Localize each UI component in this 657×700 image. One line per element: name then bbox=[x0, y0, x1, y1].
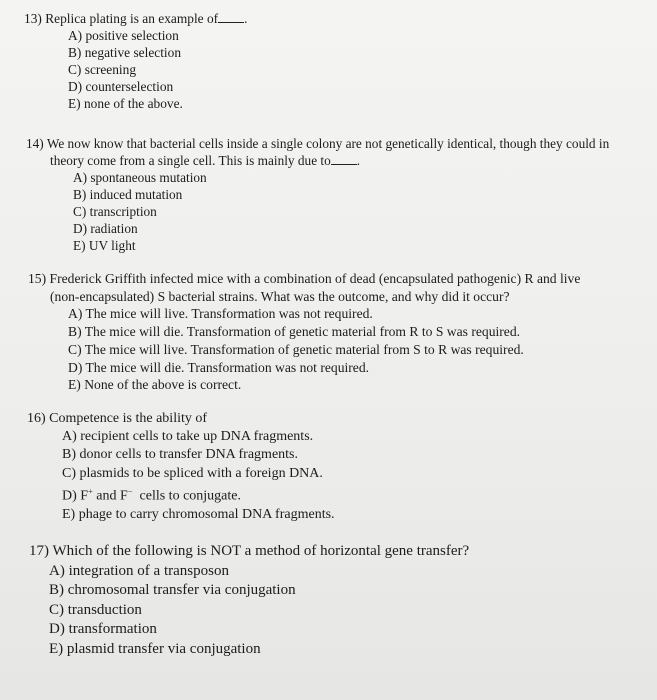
question-text: Competence is the ability of bbox=[49, 411, 208, 426]
option-d[interactable]: D) counterselection bbox=[68, 79, 174, 94]
option-e[interactable]: E) None of the above is correct. bbox=[68, 377, 242, 393]
stem-end: . bbox=[244, 11, 248, 26]
option-c[interactable]: C) plasmids to be spliced with a foreign DNA. bbox=[62, 465, 323, 481]
option-d[interactable]: D) The mice will die. Transformation was not required. bbox=[68, 359, 370, 375]
option-b[interactable]: B) chromosomal transfer via conjugation bbox=[49, 582, 296, 599]
question-15 bbox=[28, 270, 580, 394]
question-13-stem bbox=[24, 10, 248, 27]
option-c[interactable]: C) transduction bbox=[49, 601, 142, 618]
question-14-stem bbox=[26, 135, 609, 152]
option-a[interactable]: A) spontaneous mutation bbox=[73, 170, 207, 185]
plus-superscript: + bbox=[88, 486, 93, 496]
option-d-suffix: cells to conjugate. bbox=[132, 488, 241, 504]
option-c[interactable]: C) The mice will live. Transformation of genetic material from S to R was required. bbox=[68, 341, 524, 357]
question-14 bbox=[26, 135, 609, 254]
question-number: 14) bbox=[26, 136, 44, 151]
question-15-stem-cont bbox=[50, 288, 580, 306]
question-text-cont: theory come from a single cell. This is mainly due to bbox=[50, 153, 331, 168]
options-list bbox=[73, 169, 609, 254]
option-b[interactable]: B) induced mutation bbox=[73, 187, 183, 202]
option-b[interactable]: B) The mice will die. Transformation of genetic material from R to S was required. bbox=[68, 324, 521, 340]
question-15-stem bbox=[28, 270, 580, 288]
question-17 bbox=[29, 542, 469, 660]
question-17-stem bbox=[29, 542, 469, 562]
minus-superscript: − bbox=[127, 486, 133, 496]
option-d-mid: and F bbox=[92, 488, 128, 504]
option-a[interactable]: A) The mice will live. Transformation was not required. bbox=[68, 306, 373, 322]
option-e[interactable]: E) phage to carry chromosomal DNA fragments. bbox=[62, 506, 335, 522]
question-13 bbox=[24, 10, 248, 112]
option-e[interactable]: E) none of the above. bbox=[68, 96, 183, 111]
question-16-stem bbox=[27, 410, 335, 428]
option-a[interactable]: A) recipient cells to take up DNA fragments. bbox=[62, 429, 314, 445]
option-d-prefix: D) F bbox=[62, 488, 89, 504]
question-number: 13) bbox=[24, 11, 42, 26]
option-b[interactable]: B) donor cells to transfer DNA fragments. bbox=[62, 447, 298, 463]
question-text: Replica plating is an example of bbox=[45, 11, 219, 26]
option-d[interactable]: D) radiation bbox=[73, 221, 138, 236]
option-a[interactable]: A) positive selection bbox=[68, 28, 179, 43]
options-list bbox=[68, 305, 580, 394]
option-b[interactable]: B) negative selection bbox=[68, 45, 182, 60]
question-16 bbox=[27, 410, 335, 524]
options-list bbox=[68, 27, 248, 112]
option-d[interactable]: D) transformation bbox=[49, 621, 157, 638]
option-d[interactable] bbox=[62, 483, 335, 506]
option-c[interactable]: C) screening bbox=[68, 62, 137, 77]
stem-end: . bbox=[356, 153, 361, 168]
question-number: 17) bbox=[29, 543, 49, 559]
options-list bbox=[49, 562, 469, 660]
question-text-cont: (non-encapsulated) S bacterial strains. What was the outcome, and why did it occur? bbox=[50, 288, 510, 304]
answer-blank bbox=[218, 11, 244, 23]
question-text: Which of the following is NOT a method of horizontal gene transfer? bbox=[52, 543, 470, 559]
answer-blank bbox=[331, 153, 357, 165]
question-14-stem-cont bbox=[50, 152, 609, 169]
option-c[interactable]: C) transcription bbox=[73, 204, 157, 219]
option-e[interactable]: E) plasmid transfer via conjugation bbox=[49, 640, 261, 657]
question-number: 16) bbox=[27, 411, 46, 426]
question-text: We now know that bacterial cells inside a single colony are not genetically identical, though they could in bbox=[46, 136, 610, 151]
options-list bbox=[62, 428, 335, 524]
question-text: Frederick Griffith infected mice with a combination of dead (encapsulated pathogenic) R and live bbox=[49, 271, 581, 286]
option-e[interactable]: E) UV light bbox=[73, 238, 136, 253]
option-a[interactable]: A) integration of a transposon bbox=[49, 562, 229, 579]
question-number: 15) bbox=[28, 271, 47, 286]
